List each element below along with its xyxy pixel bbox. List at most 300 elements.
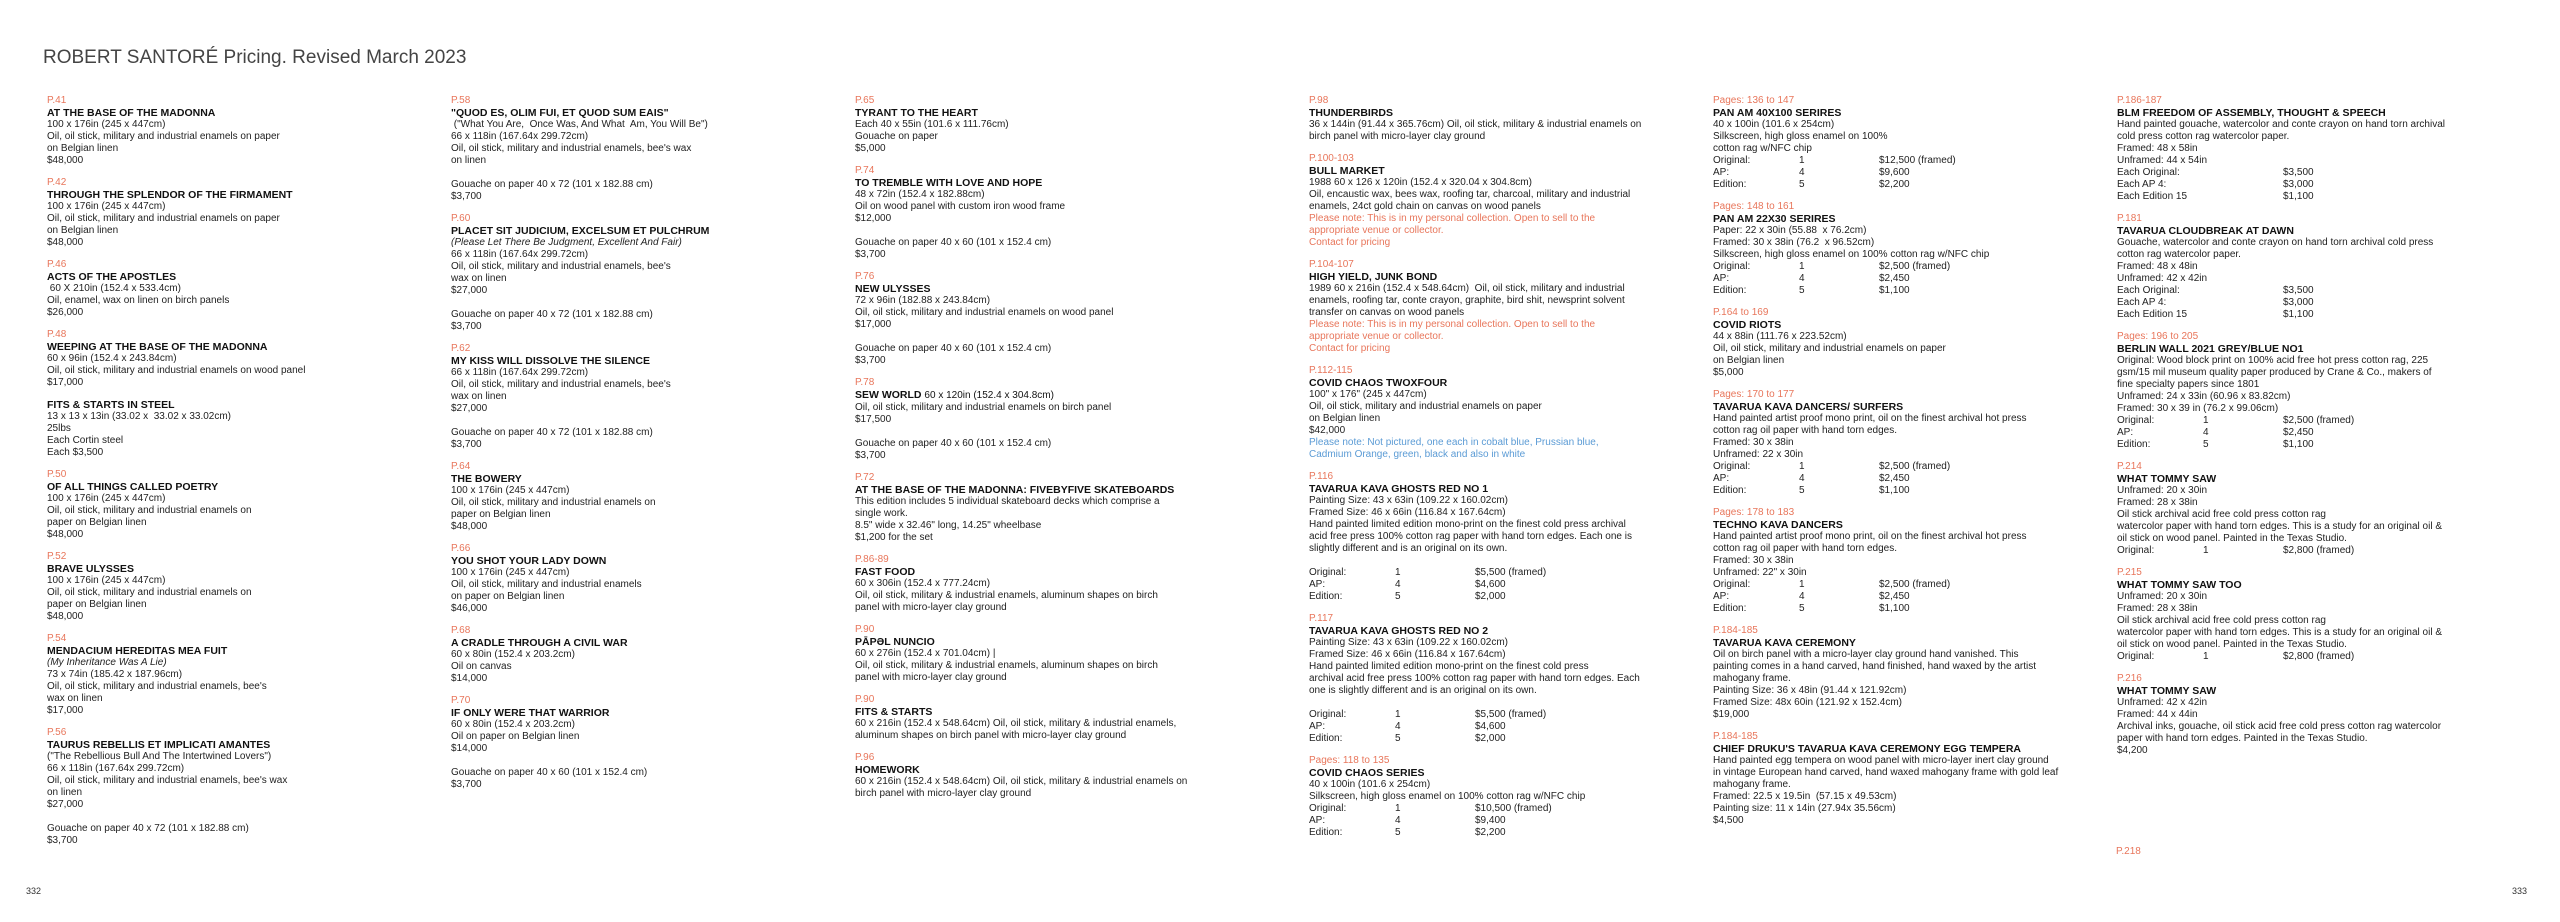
page-reference: P.64 (451, 461, 471, 472)
artwork-detail: oil stick on wood panel. Painted in the Texas Studio. (2117, 533, 2347, 544)
artwork-detail: Oil on birch panel with a micro-layer clay ground hand vanished. This (1713, 649, 2019, 660)
artwork-detail: Oil, oil stick, military and industrial enamels, bee's wax (47, 775, 288, 786)
artwork-title (47, 189, 392, 201)
artwork-title (451, 555, 796, 567)
artwork-detail: on Belgian linen (47, 143, 119, 154)
artwork-title-text: AT THE BASE OF THE MADONNA (47, 107, 216, 119)
artwork-detail: $17,500 (855, 414, 892, 425)
edition-count: 1 (1395, 709, 1401, 720)
edition-count: 4 (1799, 473, 1805, 484)
page-reference: P.216 (2117, 673, 2142, 684)
page-reference: Pages: 118 to 135 (1309, 755, 1390, 766)
edition-label: Original: (1309, 709, 1347, 720)
artwork-entry (1309, 755, 1709, 839)
edition-price: $2,500 (framed) (1879, 461, 1951, 472)
page-reference: P.48 (47, 329, 67, 340)
edition-count: 1 (2203, 651, 2209, 662)
artwork-title-text: BLM FREEDOM OF ASSEMBLY, THOUGHT & SPEECH (2117, 107, 2386, 119)
artwork-title (1309, 767, 1709, 779)
edition-price: $2,450 (1879, 473, 1910, 484)
artwork-entry (451, 343, 796, 451)
edition-label: Original: (2117, 651, 2155, 662)
edition-label: Each Edition 15 (2117, 191, 2188, 202)
edition-label: Original: (1713, 155, 1751, 166)
artwork-entry (47, 469, 392, 541)
edition-label: Each Original: (2117, 167, 2180, 178)
artwork-detail: Oil, oil stick, military and industrial enamels, bee's (451, 379, 671, 390)
artwork-title (855, 484, 1285, 496)
artwork-detail: $27,000 (451, 285, 488, 296)
artwork-title (855, 283, 1285, 295)
edition-row (1713, 167, 1956, 179)
artwork-entry (855, 554, 1285, 614)
edition-price: $3,000 (2283, 179, 2314, 190)
edition-table (1713, 155, 1956, 191)
page-reference: P.46 (47, 259, 67, 270)
edition-row (1713, 261, 1950, 273)
artwork-detail: 25lbs (47, 423, 71, 434)
artwork-detail (451, 297, 796, 309)
edition-row (1713, 461, 1950, 473)
artwork-entry (2117, 567, 2517, 663)
artwork-title (47, 645, 392, 657)
artwork-entry (855, 377, 1285, 462)
edition-count: 1 (1799, 261, 1805, 272)
artwork-detail: Unframed: 22 x 30in (1713, 449, 1804, 460)
artwork-detail: Framed: 30 x 39 in (76.2 x 99.06cm) (2117, 403, 2279, 414)
edition-price: $2,000 (1475, 733, 1506, 744)
artwork-detail: 60 X 210in (152.4 x 533.4cm) (47, 283, 181, 294)
artwork-detail: 73 x 74in (185.42 x 187.96cm) (47, 669, 183, 680)
edition-price: $2,800 (framed) (2283, 545, 2355, 556)
artwork-detail: Framed Size: 46 x 66in (116.84 x 167.64cm) (1309, 649, 1506, 660)
page-reference: P.218 (2116, 846, 2141, 857)
artwork-title-text: PLACET SIT JUDICIUM, EXCELSUM ET PULCHRUM (451, 225, 710, 237)
artwork-entry (1713, 625, 2113, 721)
artwork-detail: Oil, oil stick, military and industrial enamels (451, 579, 642, 590)
artwork-title (1713, 213, 2113, 225)
page-reference: P.86-89 (855, 554, 889, 565)
edition-table (1713, 579, 1950, 615)
artwork-title (855, 566, 1285, 578)
artwork-detail: $4,200 (2117, 745, 2148, 756)
artwork-detail: 100 x 176in (245 x 447cm) (47, 119, 166, 130)
edition-count (2203, 191, 2283, 203)
artwork-detail (451, 167, 796, 179)
artwork-title (1713, 519, 2113, 531)
edition-count: 4 (2203, 427, 2209, 438)
artwork-detail: (Please Let There Be Judgment, Excellent And Fair) (451, 237, 682, 248)
artwork-detail: Oil, oil stick, military and industrial enamels on paper (47, 131, 280, 142)
edition-label: Original: (1309, 803, 1347, 814)
artwork-detail: $3,700 (855, 450, 886, 461)
artwork-detail: $5,000 (1713, 367, 1744, 378)
artwork-detail: 40 x 100in (101.6 x 254cm) (1713, 119, 1835, 130)
column-6 (2117, 95, 2517, 767)
artwork-title (855, 706, 1285, 718)
artwork-detail: on Belgian linen (1713, 355, 1785, 366)
artwork-title (2117, 579, 2517, 591)
artwork-detail: $48,000 (47, 155, 84, 166)
artwork-detail: 60 x 96in (152.4 x 243.84cm) (47, 353, 177, 364)
edition-label: AP: (1713, 591, 1730, 602)
artwork-title (451, 355, 796, 367)
edition-price: $1,100 (1879, 285, 1910, 296)
artwork-detail: $3,700 (855, 249, 886, 260)
edition-price: $5,500 (framed) (1475, 567, 1547, 578)
edition-label: Original: (1713, 461, 1751, 472)
artwork-entry (47, 727, 392, 847)
artwork-title (855, 177, 1285, 189)
artwork-detail: $3,700 (47, 835, 78, 846)
artwork-detail: Unframed: 20 x 30in (2117, 591, 2208, 602)
edition-label: AP: (1309, 815, 1326, 826)
artwork-entry (855, 752, 1285, 800)
artwork-detail: Please note: This is in my personal collection. Open to sell to the (1309, 213, 1596, 224)
artwork-detail (451, 755, 796, 767)
page-reference: Pages: 148 to 161 (1713, 201, 1795, 212)
edition-row (1713, 591, 1950, 603)
edition-row (2117, 439, 2354, 451)
page-reference: P.186-187 (2117, 95, 2162, 106)
artwork-detail: $4,500 (1713, 815, 1744, 826)
artwork-detail: Framed: 30 x 38in (76.2 x 96.52cm) (1713, 237, 1875, 248)
artwork-title-text: THE BOWERY (451, 473, 522, 485)
artwork-title (855, 107, 1285, 119)
edition-label: Edition: (1309, 591, 1343, 602)
edition-count (2203, 297, 2283, 309)
artwork-detail: Hand painted egg tempera on wood panel with micro-layer inert clay ground (1713, 755, 2049, 766)
artwork-entry (47, 95, 392, 167)
artwork-title (855, 389, 1285, 402)
edition-row (2117, 285, 2314, 297)
artwork-detail: cold press cotton rag watercolor paper. (2117, 131, 2290, 142)
edition-row (2117, 191, 2314, 203)
artwork-detail: on linen (47, 787, 83, 798)
artwork-detail: wax on linen (47, 693, 103, 704)
artwork-entry (855, 624, 1285, 684)
artwork-detail: Oil, oil stick, military and industrial enamels on wood panel (47, 365, 306, 376)
artwork-entry (855, 165, 1285, 261)
page-reference: P.164 to 169 (1713, 307, 1769, 318)
artwork-detail: 100 x 176in (245 x 447cm) (451, 567, 570, 578)
artwork-entry (1713, 307, 2113, 379)
artwork-detail: $42,000 (1309, 425, 1346, 436)
artwork-detail: Oil, oil stick, military and industrial enamels, bee's wax (451, 143, 692, 154)
artwork-title (451, 473, 796, 485)
edition-price: $1,100 (2283, 439, 2314, 450)
artwork-title-text: PAN AM 40X100 SERIRES (1713, 107, 1842, 119)
artwork-detail: Gouache on paper 40 x 60 (101 x 152.4 cm) (855, 237, 1052, 248)
artwork-detail: 60 x 216in (152.4 x 548.64cm) Oil, oil stick, military & industrial enamels, (855, 718, 1177, 729)
artwork-title (47, 481, 392, 493)
page-reference: P.54 (47, 633, 67, 644)
page-reference: Pages: 196 to 205 (2117, 331, 2199, 342)
artwork-title (1713, 637, 2113, 649)
artwork-title (1309, 165, 1709, 177)
edition-row (1309, 579, 1546, 591)
edition-price: $2,800 (framed) (2283, 651, 2355, 662)
edition-price: $2,450 (1879, 591, 1910, 602)
artwork-title (1309, 271, 1709, 283)
edition-row (2117, 309, 2314, 321)
edition-label: Each AP 4: (2117, 179, 2167, 190)
artwork-detail: Each 40 x 55in (101.6 x 111.76cm) (855, 119, 1009, 130)
artwork-detail: Unframed: 24 x 33in (60.96 x 83.82cm) (2117, 391, 2291, 402)
artwork-entry (451, 543, 796, 615)
edition-count: 5 (1799, 603, 1805, 614)
artwork-entry (451, 625, 796, 685)
page-reference: P.66 (451, 543, 471, 554)
artwork-detail: Framed: 44 x 44in (2117, 709, 2198, 720)
edition-row (1713, 579, 1950, 591)
artwork-detail: 100 x 176in (245 x 447cm) (451, 485, 570, 496)
artwork-detail: cotton rag oil paper with hand torn edges. (1713, 543, 1898, 554)
artwork-title (1713, 743, 2113, 755)
artwork-entry (451, 213, 796, 333)
artwork-detail: This edition includes 5 individual skateboard decks which comprise a (855, 496, 1160, 507)
edition-count: 1 (1799, 579, 1805, 590)
edition-count: 1 (1799, 461, 1805, 472)
artwork-detail (855, 331, 1285, 343)
artwork-detail: Hand painted artist proof mono print, oil on the finest archival hot press (1713, 531, 2027, 542)
page-reference: Pages: 136 to 147 (1713, 95, 1795, 106)
artwork-detail: 100 x 176in (245 x 447cm) (47, 575, 166, 586)
artwork-detail: Gouache on paper (855, 131, 938, 142)
artwork-detail: enamels, roofing tar, conte crayon, graphite, bird shit, newsprint solvent (1309, 295, 1625, 306)
edition-count: 4 (1799, 273, 1805, 284)
edition-row (1309, 815, 1552, 827)
page-reference: P.68 (451, 625, 471, 636)
edition-label: Edition: (1713, 285, 1747, 296)
edition-row (2117, 415, 2354, 427)
artwork-detail: ("The Rebellious Bull And The Intertwined Lovers") (47, 751, 272, 762)
edition-row (2117, 179, 2314, 191)
artwork-detail: gsm/15 mil museum quality paper produced by Crane & Co., makers of (2117, 367, 2432, 378)
edition-row (1713, 285, 1950, 297)
artwork-detail: $5,000 (855, 143, 886, 154)
artwork-title-text: NEW ULYSSES (855, 283, 931, 295)
artwork-detail: on paper on Belgian linen (451, 591, 565, 602)
edition-row (2117, 297, 2314, 309)
artwork-title (2117, 685, 2517, 697)
edition-price: $1,100 (1879, 603, 1910, 614)
artwork-detail: Oil, oil stick, military and industrial enamels on birch panel (855, 402, 1112, 413)
page-reference: P.65 (855, 95, 875, 106)
artwork-detail: Please note: This is in my personal collection. Open to sell to the (1309, 319, 1596, 330)
artwork-detail: Each Cortin steel (47, 435, 124, 446)
artwork-entry (1713, 95, 2113, 191)
artwork-entry (1309, 613, 1709, 745)
artwork-title-text: WHAT TOMMY SAW (2117, 473, 2217, 485)
artwork-entry (47, 633, 392, 717)
artwork-detail: on Belgian linen (47, 225, 119, 236)
page-reference: P.184-185 (1713, 625, 1758, 636)
artwork-detail: birch panel with micro-layer clay ground (1309, 131, 1486, 142)
artwork-entry (1713, 389, 2113, 497)
edition-row (1309, 827, 1552, 839)
artwork-title (47, 107, 392, 119)
artwork-detail: Painting Size: 36 x 48in (91.44 x 121.92cm) (1713, 685, 1907, 696)
column-4 (1309, 95, 1709, 849)
artwork-title-text: TAVARUA CLOUDBREAK AT DAWN (2117, 225, 2294, 237)
artwork-title-text: TAVARUA KAVA GHOSTS RED NO 2 (1309, 625, 1489, 637)
artwork-detail: 100" x 176" (245 x 447cm) (1309, 389, 1427, 400)
artwork-detail: $46,000 (451, 603, 488, 614)
edition-price: $1,100 (2283, 309, 2314, 320)
artwork-detail: paper on Belgian linen (47, 517, 147, 528)
artwork-detail: slightly different and is an original on its own. (1309, 543, 1508, 554)
artwork-title-text: PAN AM 22X30 SERIRES (1713, 213, 1836, 225)
artwork-title-text: TAVARUA KAVA CEREMONY (1713, 637, 1856, 649)
artwork-title-text: TAVARUA KAVA GHOSTS RED NO 1 (1309, 483, 1489, 495)
artwork-entry (2117, 95, 2517, 203)
artwork-detail (855, 225, 1285, 237)
artwork-title-text: TO TREMBLE WITH LOVE AND HOPE (855, 177, 1043, 189)
artwork-detail: Hand painted limited edition mono-print on the finest cold press archival (1309, 519, 1626, 530)
edition-price: $4,600 (1475, 721, 1506, 732)
artwork-entry (2117, 331, 2517, 451)
edition-count (2203, 179, 2283, 191)
artwork-detail: Framed: 28 x 38in (2117, 603, 2198, 614)
page-reference: P.50 (47, 469, 67, 480)
artwork-detail (855, 426, 1285, 438)
edition-table (2117, 545, 2354, 557)
artwork-detail: Gouache, watercolor and conte crayon on hand torn archival cold press (2117, 237, 2434, 248)
artwork-detail: appropriate venue or collector. (1309, 331, 1444, 342)
artwork-title (855, 764, 1285, 776)
artwork-title-text: TAURUS REBELLIS ET IMPLICATI AMANTES (47, 739, 271, 751)
artwork-detail: Oil, oil stick, military & industrial enamels, aluminum shapes on birch (855, 660, 1158, 671)
edition-table (2117, 651, 2354, 663)
artwork-entry (47, 329, 392, 389)
edition-label: Edition: (1309, 827, 1343, 838)
artwork-detail: $3,700 (451, 191, 482, 202)
artwork-title (2117, 107, 2517, 119)
edition-row (1713, 485, 1950, 497)
artwork-detail: Hand painted artist proof mono print, oil on the finest archival hot press (1713, 413, 2027, 424)
artwork-title-text: PĀPƏL NUNCIO (855, 636, 935, 648)
artwork-detail: 66 x 118in (167.64x 299.72cm) (451, 131, 589, 142)
edition-row (1309, 709, 1546, 721)
artwork-detail: Gouache on paper 40 x 60 (101 x 152.4 cm) (855, 343, 1052, 354)
edition-row (1713, 473, 1950, 485)
artwork-title-text: COVID RIOTS (1713, 319, 1782, 331)
artwork-detail: 66 x 118in (167.64x 299.72cm) (451, 367, 589, 378)
page-reference: P.76 (855, 271, 875, 282)
edition-price: $2,000 (1475, 591, 1506, 602)
artwork-entry (1713, 507, 2113, 615)
edition-price: $2,500 (framed) (1879, 261, 1951, 272)
artwork-title-text: OF ALL THINGS CALLED POETRY (47, 481, 219, 493)
edition-label: AP: (1309, 721, 1326, 732)
edition-row (2117, 651, 2354, 663)
artwork-detail: Framed: 22.5 x 19.5in (57.15 x 49.53cm) (1713, 791, 1897, 802)
artwork-title (1713, 107, 2113, 119)
artwork-detail: 1988 60 x 126 x 120in (152.4 x 320.04 x 304.8cm) (1309, 177, 1532, 188)
artwork-detail: Oil, oil stick, military and industrial enamels on (47, 505, 252, 516)
artwork-entry (1713, 731, 2113, 827)
artwork-dimensions: 60 x 120in (152.4 x 304.8cm) (924, 390, 1054, 401)
page-reference: P.74 (855, 165, 875, 176)
edition-count: 5 (2203, 439, 2209, 450)
artwork-detail: 1989 60 x 216in (152.4 x 548.64cm) Oil, oil stick, military and industrial (1309, 283, 1625, 294)
page-reference: P.184-185 (1713, 731, 1758, 742)
artwork-detail: acid free press 100% cotton rag paper with hand torn edges. Each one is (1309, 531, 1632, 542)
artwork-detail: Silkscreen, high gloss enamel on 100% cotton rag w/NFC chip (1713, 249, 1990, 260)
artwork-detail: $19,000 (1713, 709, 1750, 720)
artwork-entry (451, 695, 796, 791)
artwork-detail: $14,000 (451, 673, 488, 684)
edition-count: 1 (1799, 155, 1805, 166)
page-reference: P.70 (451, 695, 471, 706)
edition-price: $5,500 (framed) (1475, 709, 1547, 720)
page-reference: P.100-103 (1309, 153, 1354, 164)
artwork-title (451, 107, 796, 119)
edition-price: $12,500 (framed) (1879, 155, 1956, 166)
artwork-detail: Framed: 30 x 38in (1713, 437, 1794, 448)
artwork-detail: watercolor paper with hand torn edges. This is a study for an original oil & (2117, 627, 2442, 638)
artwork-detail: Oil, enamel, wax on linen on birch panels (47, 295, 230, 306)
edition-row (2117, 167, 2314, 179)
artwork-detail: Unframed: 44 x 54in (2117, 155, 2208, 166)
artwork-detail: fine specialty papers since 1801 (2117, 379, 2260, 390)
page-reference: P.117 (1309, 613, 1334, 624)
artwork-detail: Painting Size: 43 x 63in (109.22 x 160.02cm) (1309, 495, 1509, 506)
edition-label: Each AP 4: (2117, 297, 2167, 308)
edition-label: Edition: (1309, 733, 1343, 744)
artwork-detail: Framed Size: 46 x 66in (116.84 x 167.64cm) (1309, 507, 1506, 518)
artwork-title-text: BULL MARKET (1309, 165, 1385, 177)
edition-label: AP: (1309, 579, 1326, 590)
edition-price: $2,450 (1879, 273, 1910, 284)
artwork-detail: Paper: 22 x 30in (55.88 x 76.2cm) (1713, 225, 1867, 236)
edition-count: 5 (1799, 485, 1805, 496)
artwork-detail: (My Inheritance Was A Lie) (47, 657, 167, 668)
page-reference: P.98 (1309, 95, 1329, 106)
edition-label: Edition: (2117, 439, 2151, 450)
artwork-detail: 13 x 13 x 13in (33.02 x 33.02 x 33.02cm) (47, 411, 231, 422)
edition-row (1713, 179, 1956, 191)
artwork-detail: 100 x 176in (245 x 447cm) (47, 493, 166, 504)
artwork-title-text: WHAT TOMMY SAW TOO (2117, 579, 2242, 591)
artwork-detail: Archival inks, gouache, oil stick acid free cold press cotton rag watercolor (2117, 721, 2442, 732)
artwork-detail: Oil, oil stick, military and industrial enamels on paper (47, 213, 280, 224)
artwork-title-text: HOMEWORK (855, 764, 920, 776)
artwork-detail: Unframed: 20 x 30in (2117, 485, 2208, 496)
artwork-detail: Painting size: 11 x 14in (27.94x 35.56cm) (1713, 803, 1896, 814)
edition-count: 4 (1395, 579, 1401, 590)
artwork-entry (1309, 471, 1709, 603)
artwork-title (1309, 483, 1709, 495)
artwork-detail: Oil stick archival acid free cold press cotton rag (2117, 509, 2326, 520)
page-reference: P.112-115 (1309, 365, 1353, 376)
artwork-detail: Framed: 48 x 48in (2117, 261, 2198, 272)
artwork-detail: Framed Size: 48x 60in (121.92 x 152.4cm) (1713, 697, 1902, 708)
artwork-detail: 44 x 88in (111.76 x 223.52cm) (1713, 331, 1847, 342)
artwork-detail: birch panel with micro-layer clay ground (855, 788, 1032, 799)
artwork-detail: 60 x 80in (152.4 x 203.2cm) (451, 649, 575, 660)
page-reference: P.56 (47, 727, 67, 738)
artwork-title (47, 341, 392, 353)
artwork-detail: $48,000 (47, 611, 84, 622)
artwork-detail: cotton rag watercolor paper. (2117, 249, 2241, 260)
artwork-detail: 66 x 118in (167.64x 299.72cm) (451, 249, 589, 260)
page-reference: P.96 (855, 752, 875, 763)
edition-price: $4,600 (1475, 579, 1506, 590)
artwork-detail: Please note: Not pictured, one each in cobalt blue, Prussian blue, (1309, 437, 1599, 448)
edition-row (2117, 427, 2354, 439)
